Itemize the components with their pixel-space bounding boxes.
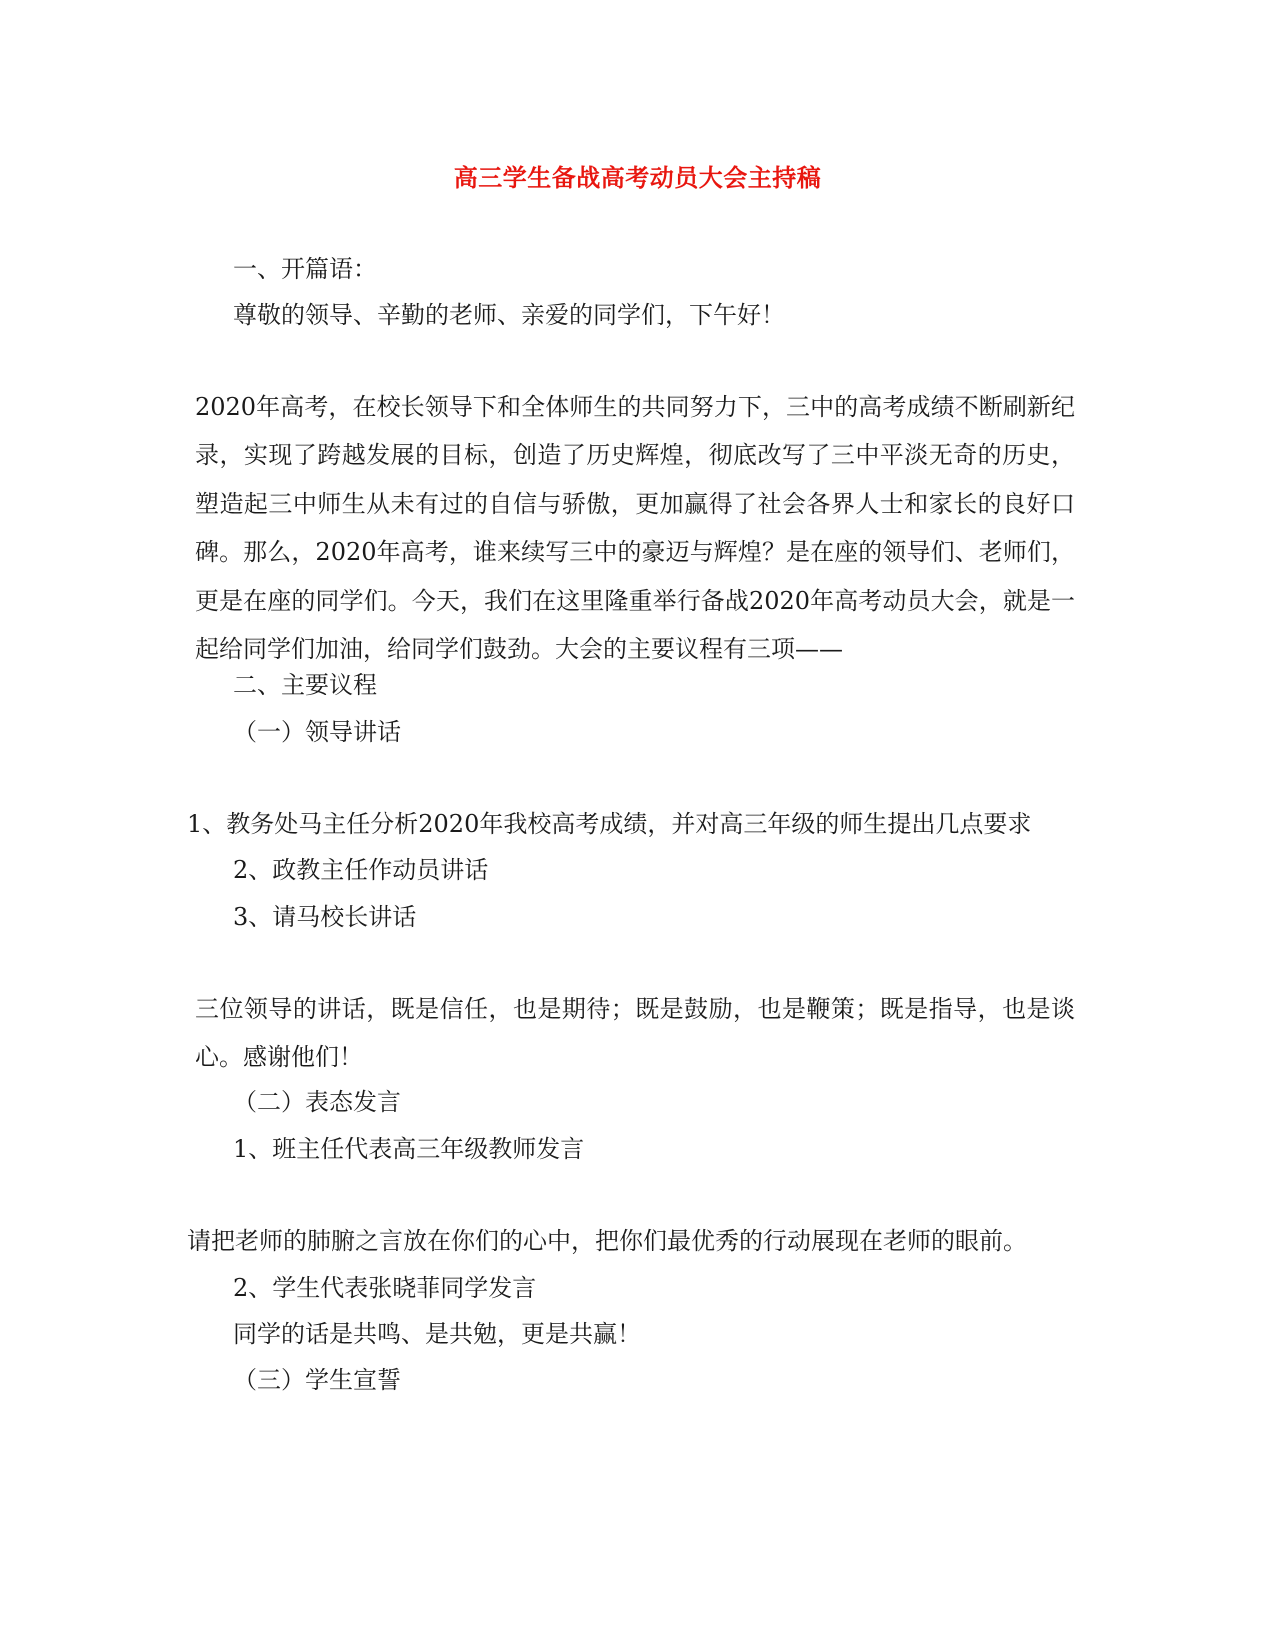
section3-heading: （三）学生宣誓 [233, 1366, 401, 1394]
teacher-comment-line: 请把老师的肺腑之言放在你们的心中，把你们最优秀的行动展现在老师的眼前。 [187, 1227, 1027, 1255]
student-comment-line: 同学的话是共鸣、是共勉，更是共赢！ [233, 1320, 641, 1348]
section2-heading: （二）表态发言 [233, 1088, 401, 1116]
speech3-line: 3、请马校长讲话 [233, 903, 417, 931]
speech1-line: 1、教务处马主任分析2020年我校高考成绩，并对高三年级的师生提出几点要求 [187, 810, 1032, 838]
section1-heading: （一）领导讲话 [233, 718, 401, 746]
opening-heading: 一、开篇语： [233, 255, 377, 283]
speech2-line: 2、政教主任作动员讲话 [233, 856, 489, 884]
statement2-line: 2、学生代表张晓菲同学发言 [233, 1274, 537, 1302]
document-title: 高三学生备战高考动员大会主持稿 [453, 163, 822, 192]
greeting-line: 尊敬的领导、辛勤的老师、亲爱的同学们，下午好！ [233, 301, 785, 329]
agenda-heading: 二、主要议程 [233, 671, 377, 699]
leaders-summary-paragraph: 三位领导的讲话，既是信任，也是期待；既是鼓励，也是鞭策；既是指导，也是谈心。感谢他们！ [195, 995, 1075, 1072]
intro-paragraph: 2020年高考，在校长领导下和全体师生的共同努力下，三中的高考成绩不断刷新纪录，实现了跨越发展的目标，创造了历史辉煌，彻底改写了三中平淡无奇的历史，塑造起三中师生从未有过的自信与骄傲，更加赢得了社会各界人士和家长的良好口碑。那么，2020年高考，谁来续写三中的豪迈与辉煌？是在座的领导们、老师们，更是在座的同学们。今天，我们在这里隆重举行备战2020年高考动员大会，就是一起给同学们加油，给同学们鼓劲。大会的主要议程有三项—— [195, 393, 1075, 664]
statement1-line: 1、班主任代表高三年级教师发言 [233, 1135, 585, 1163]
